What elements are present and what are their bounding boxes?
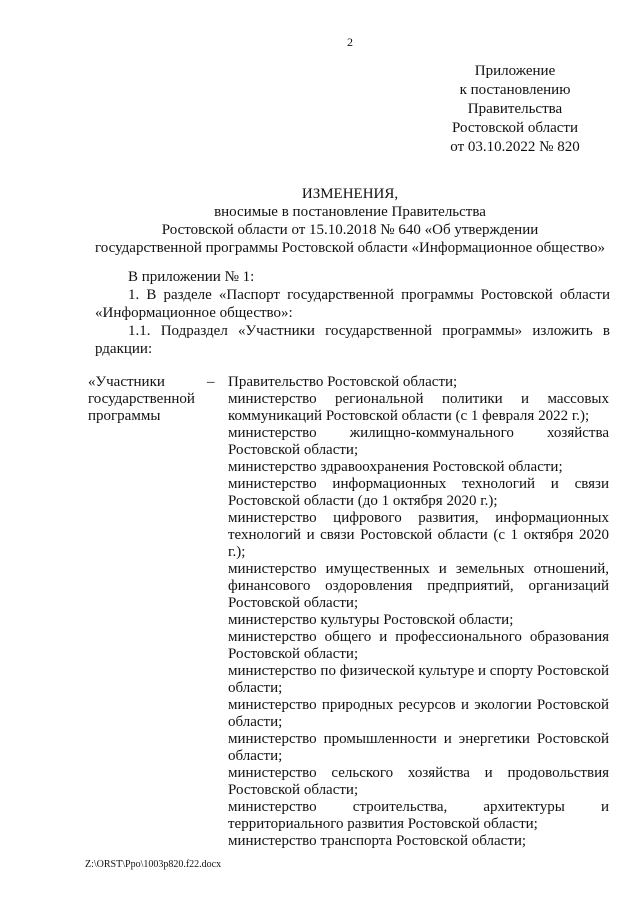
intro-paragraph: В приложении № 1:	[128, 269, 255, 285]
participants-label: «Участники государственной программы	[88, 374, 195, 424]
intro-section	[95, 268, 610, 358]
participant-item: министерство информационных технологий и связи Ростовской области (до 1 октября 2020 г.);	[228, 476, 609, 509]
participant-item: министерство транспорта Ростовской области;	[228, 833, 527, 849]
title-line: государственной программы Ростовской области «Информационное общество»	[94, 240, 605, 256]
appendix-block	[440, 62, 590, 157]
title-line: Ростовской области от 15.10.2018 № 640 «Об утверждении	[161, 222, 539, 238]
appendix-line: Правительства	[467, 101, 563, 117]
participant-item: министерство промышленности и энергетики Ростовской области;	[228, 731, 609, 764]
intro-paragraph: 1. В разделе «Паспорт государственной программы Ростовской области «Информационное общество»:	[95, 287, 610, 321]
participant-item: Правительство Ростовской области;	[228, 374, 458, 390]
appendix-line: Ростовской области	[452, 120, 578, 136]
participant-item: министерство сельского хозяйства и продовольствия Ростовской области;	[228, 765, 609, 798]
participant-item: министерство региональной политики и массовых коммуникаций Ростовской области (с 1 февраля 2022 г.);	[228, 391, 609, 424]
intro-paragraph: 1.1. Подраздел «Участники государственной программы» изложить в рдакции:	[95, 323, 610, 357]
participant-item: министерство общего и профессионального образования Ростовской области;	[228, 629, 609, 662]
page-number: 2	[347, 35, 353, 49]
participant-item: министерство жилищно-коммунального хозяйства Ростовской области;	[228, 425, 609, 458]
participant-item: министерство культуры Ростовской области;	[228, 612, 514, 628]
participant-item: министерство природных ресурсов и экологии Ростовской области;	[228, 697, 609, 730]
participant-item: министерство имущественных и земельных отношений, финансового оздоровления предприятий, организаций Ростовской области;	[228, 561, 609, 611]
file-path-footer: Z:\ORST\Ppo\1003p820.f22.docx	[85, 859, 222, 870]
document-title	[85, 185, 615, 257]
participant-item: министерство строительства, архитектуры и территориального развития Ростовской области;	[228, 799, 609, 832]
participants-dash: –	[207, 374, 215, 390]
appendix-line: Приложение	[474, 63, 556, 79]
appendix-line: от 03.10.2022 № 820	[450, 139, 580, 155]
appendix-line: к постановлению	[459, 82, 571, 98]
title-heading: ИЗМЕНЕНИЯ,	[301, 186, 399, 202]
participant-item: министерство по физической культуре и спорту Ростовской области;	[228, 663, 609, 696]
participants-list	[228, 374, 609, 850]
participant-item: министерство здравоохранения Ростовской области;	[228, 459, 563, 475]
title-line: вносимые в постановление Правительства	[214, 204, 486, 220]
participant-item: министерство цифрового развития, информационных технологий и связи Ростовской области (с 1 октября 2020 г.);	[228, 510, 609, 560]
